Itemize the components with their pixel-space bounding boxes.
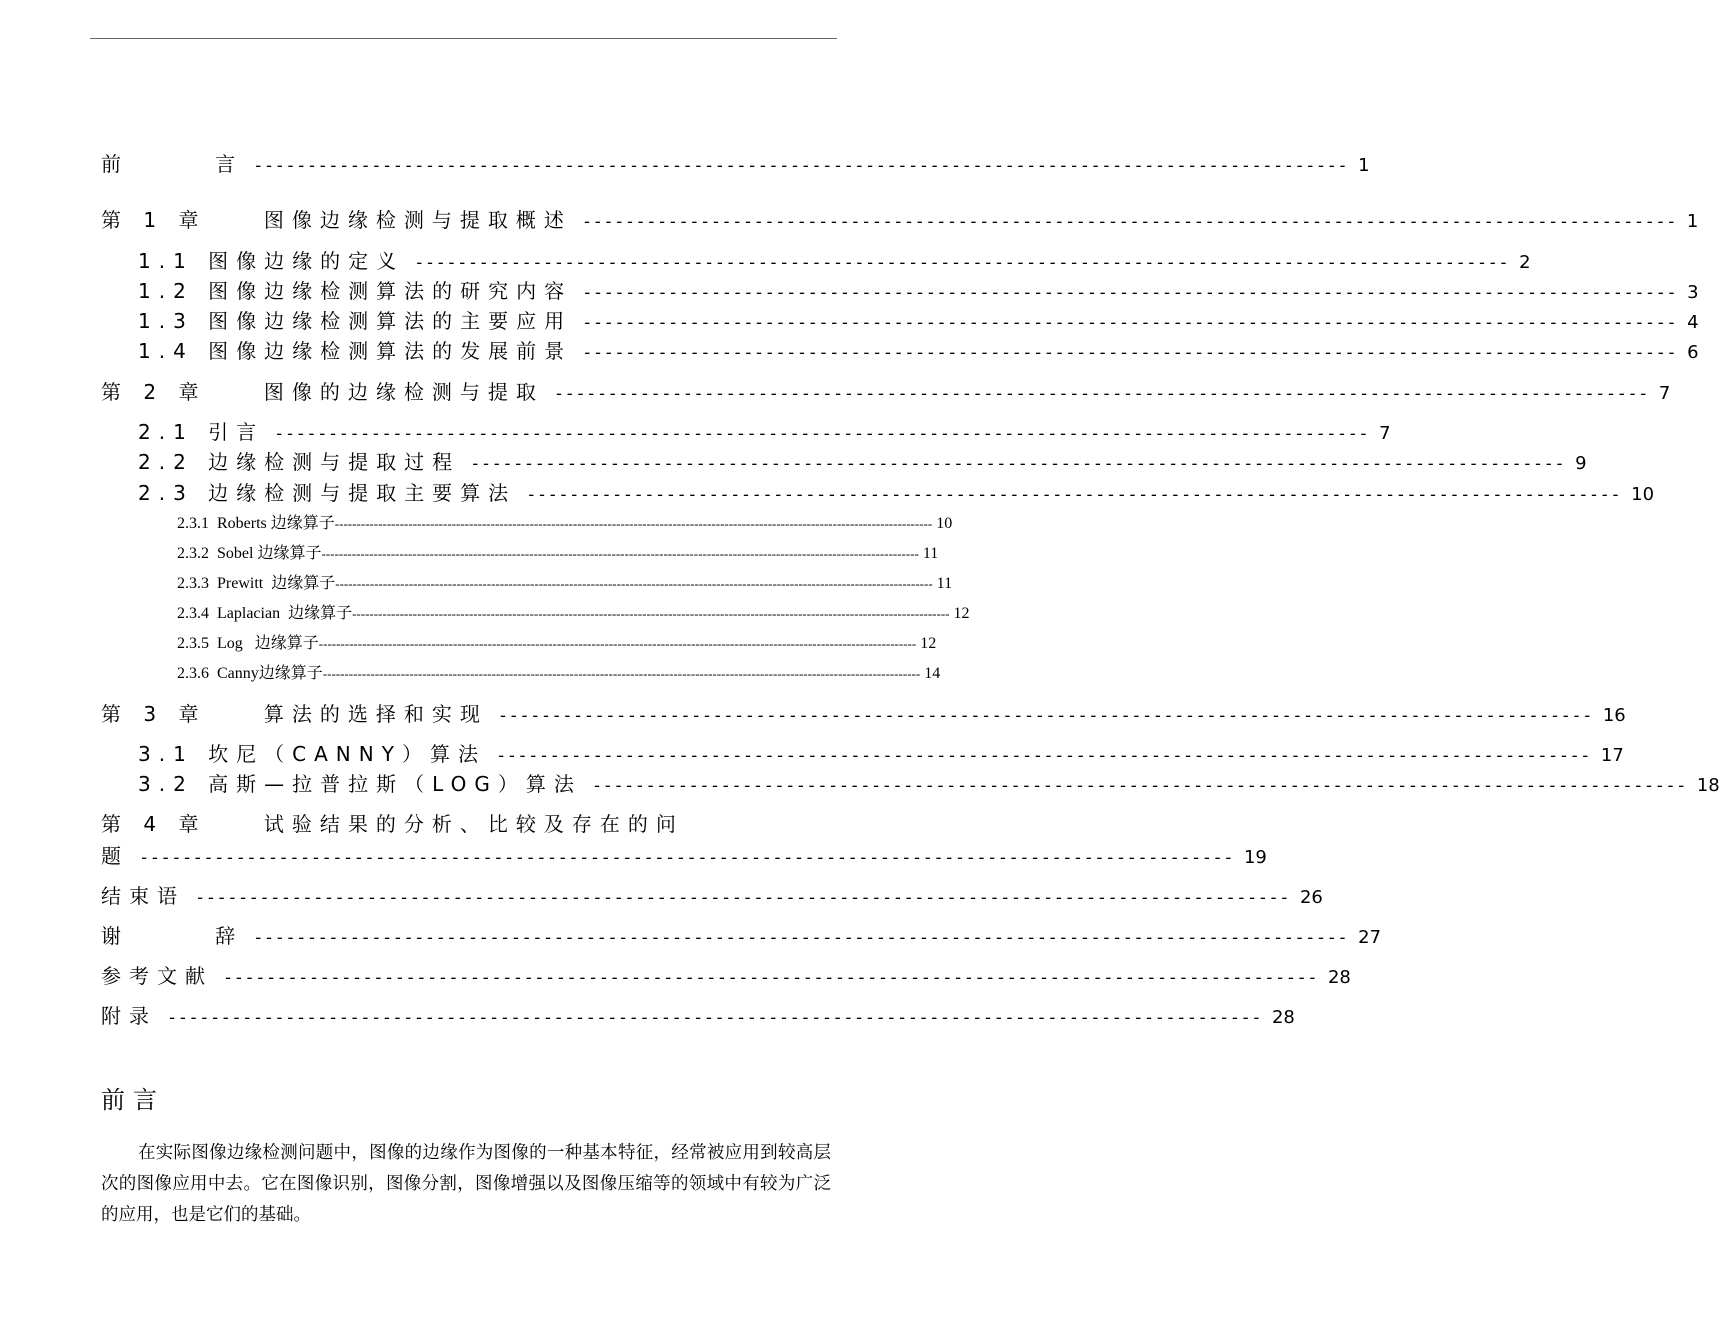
toc-entry-title: 谢 辞 bbox=[101, 924, 244, 948]
toc-entry-title: 2.3.1 Roberts 边缘算子 bbox=[177, 515, 335, 532]
toc-entry-page: 28 bbox=[1327, 967, 1351, 988]
toc-entry-page: 7 bbox=[1379, 423, 1391, 444]
toc-leader: ------------------------------------------------------------------------------------------------------------------------------------------ bbox=[335, 576, 933, 591]
toc-entry-title: 第 4 章 试验结果的分析、比较及存在的问 bbox=[101, 812, 684, 836]
toc-entry[interactable] bbox=[101, 920, 1382, 949]
toc-entry-title: 结束语 bbox=[101, 884, 185, 908]
toc-entry-page: 7 bbox=[1658, 383, 1671, 404]
header-rule bbox=[90, 38, 837, 39]
toc-entry[interactable] bbox=[101, 808, 821, 837]
toc-entry-page: 3 bbox=[1687, 282, 1699, 303]
toc-leader: ------------------------------------------------------------------------------------------------------ bbox=[139, 848, 1234, 868]
toc-entry-title: 2.2 边缘检测与提取过程 bbox=[138, 450, 461, 474]
toc-leader: ------------------------------------------------------------------------------------------------------ bbox=[553, 384, 1649, 404]
toc-entry-page: 28 bbox=[1271, 1007, 1295, 1028]
toc-entry[interactable] bbox=[101, 880, 1323, 909]
toc-leader: ------------------------------------------------------------------------------------------------------ bbox=[195, 888, 1290, 908]
toc-entry[interactable] bbox=[138, 245, 1531, 274]
toc-entry-title: 1.1 图像边缘的定义 bbox=[138, 249, 405, 273]
toc-entry-title: 1.4 图像边缘检测算法的发展前景 bbox=[138, 339, 573, 363]
toc-entry-page: 4 bbox=[1687, 312, 1699, 333]
toc-entry-title: 题 bbox=[101, 844, 129, 868]
toc-entry[interactable] bbox=[101, 840, 1267, 869]
toc-entry-page: 2 bbox=[1519, 252, 1531, 273]
toc-leader: ------------------------------------------------------------------------------------------------------------------------------------------ bbox=[322, 666, 921, 681]
toc-entry-title: 1.2 图像边缘检测算法的研究内容 bbox=[138, 279, 573, 303]
toc-entry-page: 10 bbox=[1631, 484, 1655, 505]
toc-entry-page: 6 bbox=[1687, 342, 1699, 363]
toc-entry-title: 3.2 高斯—拉普拉斯（LOG）算法 bbox=[138, 772, 582, 796]
toc-leader: ------------------------------------------------------------------------------------------------------ bbox=[253, 156, 1349, 176]
toc-entry[interactable] bbox=[138, 275, 1699, 304]
toc-entry-page: 9 bbox=[1575, 453, 1587, 474]
toc-entry-page: 17 bbox=[1600, 745, 1624, 766]
toc-leader: ------------------------------------------------------------------------------------------------------ bbox=[582, 343, 1678, 363]
toc-entry-page: 10 bbox=[936, 515, 953, 532]
toc-entry[interactable] bbox=[138, 335, 1699, 364]
toc-entry[interactable] bbox=[138, 416, 1391, 445]
toc-leader: ------------------------------------------------------------------------------------------------------ bbox=[495, 746, 1591, 766]
toc-entry-page: 18 bbox=[1696, 775, 1720, 796]
toc-entry[interactable] bbox=[101, 148, 1370, 177]
toc-entry-title: 3.1 坎尼（CANNY）算法 bbox=[138, 742, 486, 766]
toc-leader: ------------------------------------------------------------------------------------------------------ bbox=[274, 424, 1370, 444]
toc-entry-page: 27 bbox=[1358, 927, 1382, 948]
toc-entry[interactable] bbox=[177, 600, 970, 623]
toc-leader: ------------------------------------------------------------------------------------------------------ bbox=[167, 1008, 1262, 1028]
toc-leader: ------------------------------------------------------------------------------------------------------ bbox=[223, 968, 1318, 988]
toc-entry-page: 12 bbox=[953, 605, 970, 622]
toc-entry-page: 26 bbox=[1299, 887, 1323, 908]
toc-entry-title: 第 3 章 算法的选择和实现 bbox=[101, 702, 488, 726]
toc-leader: ------------------------------------------------------------------------------------------------------ bbox=[470, 454, 1566, 474]
toc-entry-title: 2.3.5 Log 边缘算子 bbox=[177, 635, 319, 652]
toc-entry[interactable] bbox=[101, 204, 1699, 233]
toc-entry[interactable] bbox=[101, 376, 1671, 405]
toc-entry-title: 2.3 边缘检测与提取主要算法 bbox=[138, 481, 517, 505]
toc-leader: ------------------------------------------------------------------------------------------------------ bbox=[253, 928, 1349, 948]
toc-entry[interactable] bbox=[177, 510, 953, 533]
section-paragraph: 在实际图像边缘检测问题中，图像的边缘作为图像的一种基本特征，经常被应用到较高层次的图像应用中去。它在图像识别，图像分割，图像增强以及图像压缩等的领域中有较为广泛的应用，也是它们的基础。 bbox=[101, 1143, 831, 1225]
toc-entry[interactable] bbox=[138, 477, 1655, 506]
toc-leader: ------------------------------------------------------------------------------------------------------------------------------------------ bbox=[352, 606, 950, 621]
toc-entry-title: 第 2 章 图像的边缘检测与提取 bbox=[101, 380, 544, 404]
toc-leader: ------------------------------------------------------------------------------------------------------ bbox=[526, 485, 1622, 505]
toc-entry-title: 第 1 章 图像边缘检测与提取概述 bbox=[101, 208, 572, 232]
toc-entry-title: 2.3.3 Prewitt 边缘算子 bbox=[177, 575, 336, 592]
toc-entry[interactable] bbox=[177, 570, 953, 593]
toc-leader: ------------------------------------------------------------------------------------------------------ bbox=[581, 212, 1677, 232]
toc-leader: ------------------------------------------------------------------------------------------------------ bbox=[582, 313, 1678, 333]
toc-entry-page: 16 bbox=[1602, 705, 1626, 726]
toc-entry[interactable] bbox=[138, 305, 1699, 334]
toc-entry-title: 前 言 bbox=[101, 152, 244, 176]
toc-entry[interactable] bbox=[138, 446, 1587, 475]
toc-entry[interactable] bbox=[138, 768, 1720, 797]
toc-entry[interactable] bbox=[177, 630, 937, 653]
toc-entry-title: 2.3.2 Sobel 边缘算子 bbox=[177, 545, 322, 562]
toc-entry[interactable] bbox=[177, 660, 941, 683]
toc-leader: ------------------------------------------------------------------------------------------------------ bbox=[591, 776, 1687, 796]
toc-entry-title: 2.1 引言 bbox=[138, 420, 265, 444]
toc-leader: ------------------------------------------------------------------------------------------------------------------------------------------ bbox=[334, 516, 933, 531]
toc-leader: ------------------------------------------------------------------------------------------------------ bbox=[414, 253, 1510, 273]
toc-entry[interactable] bbox=[101, 698, 1626, 727]
toc-leader: ------------------------------------------------------------------------------------------------------ bbox=[497, 706, 1593, 726]
toc-entry-title: 2.3.4 Laplacian 边缘算子 bbox=[177, 605, 353, 622]
toc-leader: ------------------------------------------------------------------------------------------------------------------------------------------ bbox=[318, 636, 917, 651]
toc-entry-title: 参考文献 bbox=[101, 964, 213, 988]
toc-entry-title: 1.3 图像边缘检测算法的主要应用 bbox=[138, 309, 573, 333]
toc-entry-page: 1 bbox=[1686, 211, 1699, 232]
toc-entry-page: 12 bbox=[920, 635, 937, 652]
toc-entry[interactable] bbox=[138, 738, 1624, 767]
toc-entry-title: 2.3.6 Canny边缘算子 bbox=[177, 665, 323, 682]
section-heading: 前言 bbox=[101, 1086, 165, 1114]
toc-entry-page: 1 bbox=[1358, 155, 1370, 176]
toc-entry[interactable] bbox=[101, 1000, 1295, 1029]
toc-entry-page: 14 bbox=[924, 665, 941, 682]
toc-entry-title: 附录 bbox=[101, 1004, 157, 1028]
toc-entry-page: 19 bbox=[1243, 847, 1267, 868]
toc-entry[interactable] bbox=[177, 540, 939, 563]
toc-leader: ------------------------------------------------------------------------------------------------------------------------------------------ bbox=[321, 546, 919, 561]
toc-leader: ------------------------------------------------------------------------------------------------------ bbox=[582, 283, 1678, 303]
toc-entry-page: 11 bbox=[936, 575, 953, 592]
toc-entry[interactable] bbox=[101, 960, 1351, 989]
toc-entry-page: 11 bbox=[922, 545, 939, 562]
